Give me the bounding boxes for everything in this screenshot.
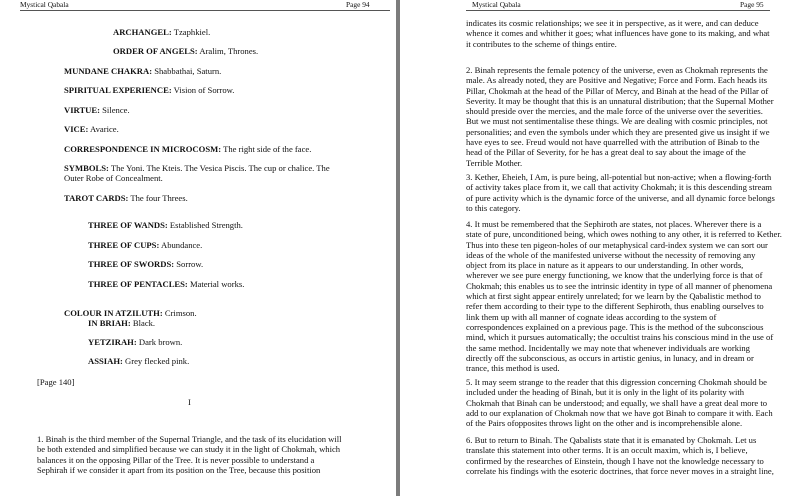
paragraph-2: 2. Binah represents the female potency of the universe, even as Chokmah represents the male. As already noted, they are Positive and Negative; Force and Form. Each heads its Pillar, Chokmah at the head of the Pillar of Mercy, and Binah at the head of the Pillar of Severity. It may be thought that this is an unnatural distribution; that the Supernal Mother should preside over the mercies, and the male force of the universe over the severities. But we must not sentimentalise these things. We are dealing with cosmic principles, not personalities; and even the symbols under which they are presented give us insight if we have eyes to see. Freud would not have quarrelled with the attribution of Binab to the head of the Pillar of Severity, for he has a great deal to say about the image of the Terrible Mother. bbox=[466, 65, 774, 168]
field-colour-briah: IN BRIAH: Black. bbox=[88, 318, 156, 328]
field-three-of-wands: THREE OF WANDS: Established Strength. bbox=[88, 220, 243, 230]
field-mundane-chakra: MUNDANE CHAKRA: Shabbathai, Saturn. bbox=[64, 66, 222, 76]
section-numeral: I bbox=[188, 397, 191, 407]
right-header-title: Mystical Qabala bbox=[472, 0, 521, 9]
field-symbols: SYMBOLS: The Yoni. The Kteis. The Vesica Piscis. The cup or chalice. The bbox=[64, 163, 330, 173]
paragraph-3: 3. Kether, Eheieh, I Am, is pure being, all-potential but non-active; when a flowing-forth of activity takes place from it, we call that activity Chokmah; it is this descending stream of pure activity which is the dynamic force of the universe, and all dynamic force belongs to this category. bbox=[466, 172, 775, 213]
right-header-rule bbox=[466, 10, 770, 11]
field-colour-atziluth: COLOUR IN ATZILUTH: Crimson. bbox=[64, 308, 197, 318]
paragraph-5: 5. It may seem strange to the reader that this digression concerning Chokmah should be included under the heading of Binah, but it is only in the light of its polarity with Chokmah that Binah can be understood; and equally, we shall have a great deal more to add to our explanation of Chokmah now that we have got Binah to compare it with. Each of the Pairs ofopposites throws light on the other and is incomprehensible alone. bbox=[466, 377, 773, 429]
paragraph-continuation: indicates its cosmic relationships; we see it in perspective, as it were, and can deduce whence it comes and whither it goes; what influences have gone to its making, and what it contributes to the scheme of things entire. bbox=[466, 18, 770, 49]
field-colour-assiah: ASSIAH: Grey flecked pink. bbox=[88, 356, 190, 366]
left-header-title: Mystical Qabala bbox=[20, 0, 69, 9]
field-vice: VICE: Avarice. bbox=[64, 124, 119, 134]
page-marker: [Page 140] bbox=[37, 377, 75, 387]
field-symbols-cont: Outer Robe of Concealment. bbox=[64, 173, 163, 183]
field-spiritual-experience: SPIRITUAL EXPERIENCE: Vision of Sorrow. bbox=[64, 85, 235, 95]
field-three-of-cups: THREE OF CUPS: Abundance. bbox=[88, 240, 203, 250]
field-three-of-swords: THREE OF SWORDS: Sorrow. bbox=[88, 259, 204, 269]
field-colour-yetzirah: YETZIRAH: Dark brown. bbox=[88, 337, 183, 347]
field-three-of-pentacles: THREE OF PENTACLES: Material works. bbox=[88, 279, 245, 289]
right-header-page: Page 95 bbox=[740, 0, 764, 9]
left-header-rule bbox=[20, 10, 390, 11]
left-header-page: Page 94 bbox=[346, 0, 370, 9]
paragraph-1: 1. Binah is the third member of the Supernal Triangle, and the task of its elucidation will be both extended and simplified because we can study it in the light of Chokmah, which balances it on the opposing Pillar of the Tree. It is never possible to understand a Sephirah if we consider it apart from its position on the Tree, because this position bbox=[37, 434, 342, 475]
field-virtue: VIRTUE: Silence. bbox=[64, 105, 130, 115]
paragraph-4: 4. It must be remembered that the Sephiroth are states, not places. Wherever there is a state of pure, unconditioned being, which owes nothing to any other, it is referred to Kether. Thus into these ten pigeon-holes of our metaphysical card-index system we can sort our ideas of the whole of the manifested universe without the necessity of removing any object from its place in nature as it appears to our understanding. In other words, wherever we see pure energy functioning, we know that the underlying force is that of Chokmah; this enables us to see the intrinsic identity in type of all manner of phenomena which at first sight appear entirely unrelated; for we learn by the Qabalistic method to refer them according to their type to the different Sephiroth, thus enabling ourselves to link them up with all manner of cognate ideas according to the system of correspondences explained on a previous page. This is the method of the subconscious mind, which it pursues automatically; the occultist trains his conscious mind in the use of the same method. Incidentally we may note that whenever individuals are working directly off the subconscious, as occurs in artistic genius, in lunacy, and in dream or trance, this method is used. bbox=[466, 219, 782, 374]
field-tarot-cards: TAROT CARDS: The four Threes. bbox=[64, 193, 188, 203]
field-archangel: ARCHANGEL: Tzaphkiel. bbox=[113, 27, 211, 37]
right-page bbox=[400, 0, 794, 496]
left-page bbox=[0, 0, 396, 496]
field-order-of-angels: ORDER OF ANGELS: Aralim, Thrones. bbox=[113, 46, 259, 56]
field-correspondence: CORRESPONDENCE IN MICROCOSM: The right side of the face. bbox=[64, 144, 312, 154]
paragraph-6: 6. But to return to Binah. The Qabalists state that it is emanated by Chokmah. Let us translate this statement into other terms. It is an occult maxim, which is, I believe, confirmed by the researches of Einstein, though I have not the knowledge necessary to correlate his findings with the esoteric doctrines, that force never moves in a straight line, bbox=[466, 435, 774, 476]
